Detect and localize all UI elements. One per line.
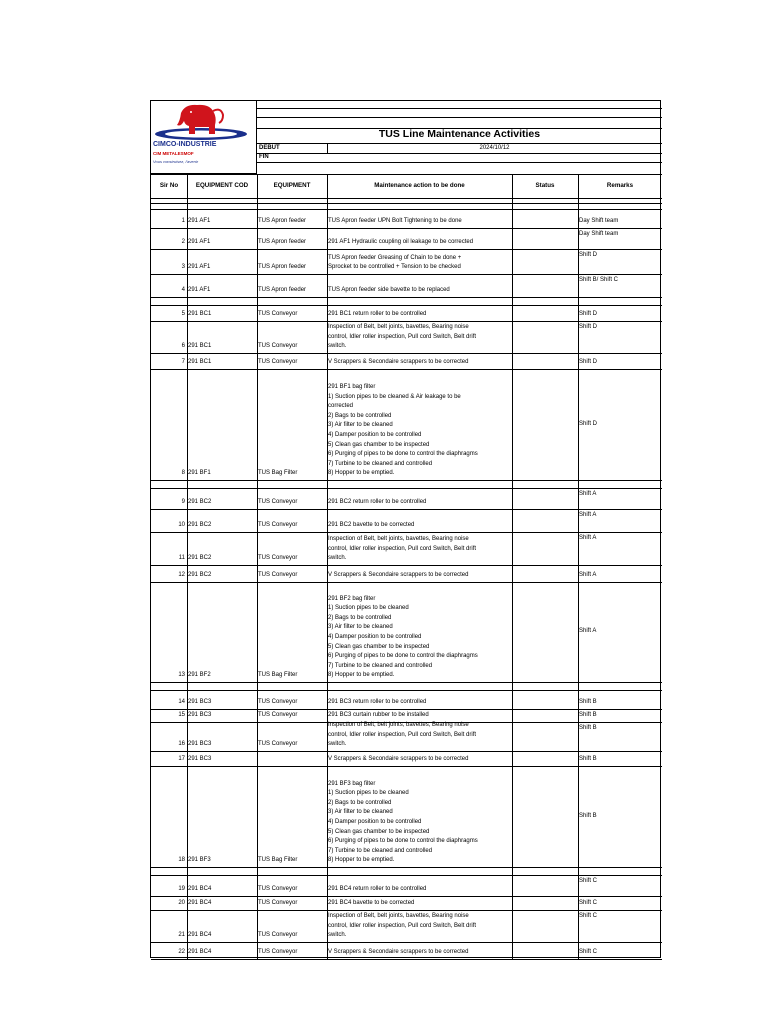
row-action-line: control, Idler roller inspection, Pull cord Switch, Belt drift <box>328 545 477 552</box>
row-action-line: 6) Purging of pipes to be done to control the diaphragms <box>328 653 478 660</box>
row-action-line: 8) Hopper to be emptied. <box>328 857 395 864</box>
row-action-line: TUS Apron feeder Greasing of Chain to be done + <box>328 254 462 261</box>
row-sr-no: 8 <box>181 470 185 477</box>
row-sr-no: 21 <box>178 932 185 939</box>
row-remarks: Shift A <box>579 572 597 579</box>
row-remarks: Shift A <box>579 491 597 497</box>
col-header-remarks: Remarks <box>606 182 634 189</box>
row-remarks: Shift D <box>579 421 598 427</box>
row-equipment: TUS Apron feeder <box>258 239 307 246</box>
row-remarks: Day Shift team <box>579 218 619 225</box>
row-remarks: Shift D <box>579 252 598 258</box>
fin-label: FIN <box>259 154 269 160</box>
row-equipment-cod: 291 BC2 <box>188 555 212 562</box>
row-equipment-cod: 291 AF1 <box>188 218 211 225</box>
row-equipment-cod: 291 BC4 <box>188 900 212 907</box>
row-sr-no: 4 <box>181 287 185 294</box>
row-remarks: Shift B <box>579 712 597 719</box>
row-sr-no: 3 <box>181 264 185 271</box>
row-sr-no: 6 <box>181 343 185 350</box>
logo-brand-text: CIMCO-INDUSTRIE <box>153 141 217 148</box>
row-equipment: TUS Conveyor <box>258 311 298 318</box>
row-sr-no: 7 <box>181 359 185 366</box>
row-equipment: TUS Bag Filter <box>258 672 298 679</box>
row-remarks: Shift B <box>579 699 597 706</box>
row-action-line: control, Idler roller inspection, Pull cord Switch, Belt drift <box>328 922 477 929</box>
logo-tagline: Vous construisez, l'avenir <box>153 159 199 164</box>
row-equipment-cod: 291 BC3 <box>188 699 212 706</box>
row-action-line: 291 BC4 bavette to be corrected <box>328 900 415 907</box>
row-sr-no: 18 <box>178 857 185 864</box>
row-action-line: 4) Damper position to be controlled <box>328 634 422 640</box>
row-equipment-cod: 291 AF1 <box>188 264 211 271</box>
row-sr-no: 9 <box>181 499 185 506</box>
row-action-line: 1) Suction pipes to be cleaned <box>328 605 409 612</box>
row-action-line: switch. <box>328 932 347 939</box>
row-action-line: TUS Apron feeder side bavette to be replaced <box>328 287 450 294</box>
row-sr-no: 19 <box>178 886 185 893</box>
row-equipment-cod: 291 BC3 <box>188 712 212 719</box>
row-equipment-cod: 291 BC4 <box>188 932 212 939</box>
row-equipment: TUS Conveyor <box>258 499 298 506</box>
row-action-line: 291 BC3 return roller to be controlled <box>328 699 427 706</box>
row-remarks: Shift C <box>579 900 598 907</box>
col-header-equipment: EQUIPMENT <box>273 182 311 189</box>
row-equipment-cod: 291 BC1 <box>188 359 212 366</box>
row-sr-no: 14 <box>178 699 185 706</box>
maintenance-sheet <box>150 100 661 958</box>
row-equipment-cod: 291 BC2 <box>188 499 212 506</box>
row-action-line: 291 BF1 bag filter <box>328 384 376 390</box>
row-equipment-cod: 291 BC1 <box>188 311 212 318</box>
debut-label: DEBUT <box>259 145 280 151</box>
row-equipment: TUS Conveyor <box>258 572 298 579</box>
row-equipment: TUS Apron feeder <box>258 264 307 271</box>
row-sr-no: 16 <box>178 741 185 748</box>
page-title: TUS Line Maintenance Activities <box>378 128 541 140</box>
row-action-line: 291 BC1 return roller to be controlled <box>328 311 427 318</box>
row-equipment: TUS Conveyor <box>258 900 298 907</box>
row-action-line: 7) Turbine to be cleaned and controlled <box>328 460 433 467</box>
row-action-line: 291 BF2 bag filter <box>328 595 376 602</box>
row-sr-no: 13 <box>178 672 185 679</box>
col-header-status: Status <box>535 182 555 189</box>
row-remarks: Shift B <box>579 813 597 819</box>
col-header-sr-no: Sir No <box>159 182 179 189</box>
row-action-line: V Scrappers & Secondaire scrappers to be corrected <box>328 949 469 956</box>
row-equipment-cod: 291 BC4 <box>188 949 212 956</box>
row-action-line: 291 BC2 return roller to be controlled <box>328 499 427 506</box>
row-remarks: Shift B <box>579 756 597 763</box>
row-action-line: Inspection of Belt, belt joints, bavettes, Bearing noise <box>328 722 469 729</box>
col-header-action: Maintenance action to be done <box>374 182 465 189</box>
row-action-line: 291 AF1 Hydraulic coupling oil leakage to be corrected <box>328 239 474 246</box>
row-action-line: 7) Turbine to be cleaned and controlled <box>328 847 433 854</box>
row-action-line: 3) Air filter to be cleaned <box>328 422 393 429</box>
row-equipment-cod: 291 BC1 <box>188 343 212 350</box>
row-equipment-cod: 291 BC2 <box>188 522 212 529</box>
row-sr-no: 11 <box>178 555 185 562</box>
row-action-line: 2) Bags to be controlled <box>328 799 392 806</box>
row-equipment: TUS Apron feeder <box>258 218 307 225</box>
col-header-equipment-cod: EQUIPMENT COD <box>195 182 249 189</box>
debut-value: 2024/10/12 <box>479 145 510 151</box>
row-equipment-cod: 291 BF3 <box>188 857 211 864</box>
row-action-line: V Scrappers & Secondaire scrappers to be corrected <box>328 359 469 366</box>
logo-sub-text: CIM METALESMOF <box>153 151 194 156</box>
row-action-line: 3) Air filter to be cleaned <box>328 624 393 631</box>
row-action-line: Inspection of Belt, belt joints, bavettes, Bearing noise <box>328 536 469 543</box>
company-logo <box>151 101 257 174</box>
row-action-line: 6) Purging of pipes to be done to control the diaphragms <box>328 838 478 845</box>
row-equipment: TUS Conveyor <box>258 741 298 748</box>
row-equipment: TUS Apron feeder <box>258 287 307 294</box>
row-action-line: 2) Bags to be controlled <box>328 614 392 621</box>
row-equipment: TUS Conveyor <box>258 932 298 939</box>
row-action-line: 1) Suction pipes to be cleaned <box>328 790 409 797</box>
row-remarks: Shift C <box>579 913 598 919</box>
row-action-line: 5) Clean gas chamber to be inspected <box>328 441 430 448</box>
row-action-line: 3) Air filter to be cleaned <box>328 809 393 816</box>
row-equipment-cod: 291 BC3 <box>188 756 212 763</box>
row-remarks: Shift C <box>579 878 598 884</box>
row-action-line: 2) Bags to be controlled <box>328 412 392 419</box>
row-remarks: Shift D <box>579 359 598 366</box>
row-equipment: TUS Bag Filter <box>258 470 298 477</box>
row-action-line: Inspection of Belt, belt joints, bavettes, Bearing noise <box>328 913 469 920</box>
row-action-line: 8) Hopper to be emptied. <box>328 672 395 679</box>
row-action-line: 4) Damper position to be controlled <box>328 819 422 825</box>
row-equipment-cod: 291 BC3 <box>188 741 212 748</box>
row-action-line: V Scrappers & Secondaire scrappers to be corrected <box>328 756 469 763</box>
row-equipment: TUS Conveyor <box>258 359 298 366</box>
row-action-line: 8) Hopper to be emptied. <box>328 470 395 477</box>
row-sr-no: 1 <box>181 218 185 225</box>
row-equipment: TUS Bag Filter <box>258 857 298 864</box>
row-sr-no: 10 <box>178 522 185 529</box>
row-remarks: Shift C <box>579 949 598 956</box>
row-sr-no: 12 <box>178 572 185 579</box>
row-equipment: TUS Conveyor <box>258 522 298 529</box>
row-action-line: 291 BC3 curtain rubber to be installed <box>328 712 429 719</box>
row-sr-no: 5 <box>181 311 185 318</box>
row-action-line: corrected <box>328 403 354 410</box>
row-sr-no: 17 <box>178 756 185 763</box>
row-equipment: TUS Conveyor <box>258 886 298 893</box>
row-action-line: switch. <box>328 555 347 562</box>
row-equipment: TUS Conveyor <box>258 555 298 562</box>
row-remarks: Shift B/ Shift C <box>579 277 619 283</box>
row-sr-no: 20 <box>178 900 185 907</box>
row-action-line: 291 BF3 bag filter <box>328 780 376 787</box>
row-remarks: Shift A <box>579 628 597 634</box>
row-sr-no: 22 <box>178 949 185 956</box>
row-action-line: 4) Damper position to be controlled <box>328 432 422 438</box>
row-action-line: 5) Clean gas chamber to be inspected <box>328 643 430 650</box>
row-action-line: 291 BC4 return roller to be controlled <box>328 886 427 893</box>
row-action-line: TUS Apron feeder UPN Bolt Tightening to be done <box>328 218 462 225</box>
row-remarks: Day Shift team <box>579 231 619 237</box>
row-action-line: Sprocket to be controlled + Tension to be checked <box>328 264 461 271</box>
row-remarks: Shift D <box>579 311 598 318</box>
row-action-line: 5) Clean gas chamber to be inspected <box>328 828 430 835</box>
row-action-line: control, Idler roller inspection, Pull cord Switch, Belt drift <box>328 731 477 738</box>
row-action-line: Inspection of Belt, belt joints, bavettes, Bearing noise <box>328 324 469 331</box>
row-remarks: Shift D <box>579 324 598 330</box>
row-action-line: 6) Purging of pipes to be done to control the diaphragms <box>328 451 478 458</box>
row-action-line: 7) Turbine to be cleaned and controlled <box>328 662 433 669</box>
row-remarks: Shift A <box>579 535 597 541</box>
row-remarks: Shift A <box>579 512 597 518</box>
row-equipment: TUS Conveyor <box>258 712 298 719</box>
row-action-line: 1) Suction pipes to be cleaned & Air leakage to be <box>328 393 461 400</box>
elephant-icon <box>151 101 257 141</box>
row-equipment-cod: 291 BC2 <box>188 572 212 579</box>
row-action-line: 291 BC2 bavette to be corrected <box>328 522 415 529</box>
row-sr-no: 2 <box>181 239 185 246</box>
row-equipment-cod: 291 BF2 <box>188 672 211 679</box>
row-equipment-cod: 291 BC4 <box>188 886 212 893</box>
row-equipment-cod: 291 AF1 <box>188 287 211 294</box>
row-action-line: V Scrappers & Secondaire scrappers to be corrected <box>328 572 469 579</box>
row-sr-no: 15 <box>178 712 185 719</box>
row-equipment: TUS Conveyor <box>258 343 298 350</box>
row-equipment-cod: 291 AF1 <box>188 239 211 246</box>
row-equipment: TUS Conveyor <box>258 949 298 956</box>
row-action-line: control, Idler roller inspection, Pull cord Switch, Belt drift <box>328 333 477 340</box>
row-equipment: TUS Conveyor <box>258 699 298 706</box>
row-remarks: Shift B <box>579 725 597 731</box>
row-action-line: switch. <box>328 741 347 748</box>
row-equipment-cod: 291 BF1 <box>188 470 211 477</box>
row-action-line: switch. <box>328 343 347 350</box>
